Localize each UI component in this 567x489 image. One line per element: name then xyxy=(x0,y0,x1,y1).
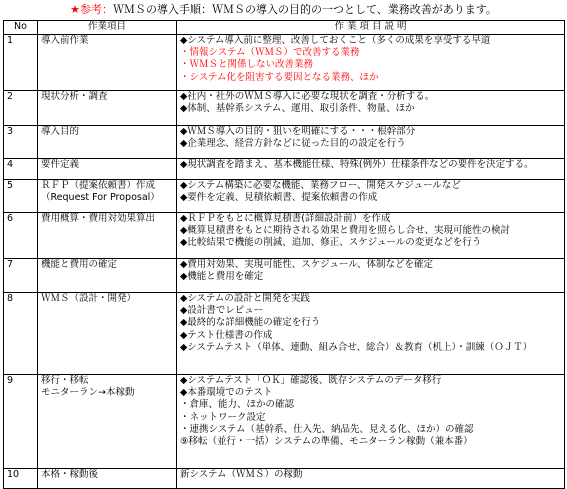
work-description xyxy=(177,35,565,91)
description-line: ◆社内・社外のＷＭＳ導入に必要な現状を調査・分析する。 xyxy=(180,91,435,102)
work-description xyxy=(177,293,565,375)
description-line: ・倉庫、能力、ほかの確認 xyxy=(180,399,295,411)
title-text: ＷＭＳの導入手順：ＷＭＳの導入の目的の一つとして、業務改善があります。 xyxy=(112,3,497,16)
row-number: 6 xyxy=(4,213,38,259)
table-row xyxy=(4,293,565,375)
description-line: ◆比較結果で機能の削減、追加、修正、スケジュールの変更などを行う xyxy=(180,237,482,249)
work-item-text: ＲＦＰ（提案依頼書）作成 xyxy=(41,180,156,191)
description-line: ◆システムの設計と開発を実践 xyxy=(180,293,310,304)
row-number: 2 xyxy=(4,91,38,126)
work-item-text: 本格・稼動後 xyxy=(41,469,99,480)
description-line: ◆システムテスト「ＯＫ」確認後、既存システムのデータ移行 xyxy=(180,375,442,386)
work-description xyxy=(177,126,565,159)
work-item xyxy=(38,213,177,259)
row-number: 8 xyxy=(4,293,38,375)
row-number: 1 xyxy=(4,35,38,91)
header-item: 作業項目 xyxy=(38,21,177,35)
description-line: ⑨移転（並行・一括）システムの準備、モニターラン稼動（兼本番） xyxy=(180,436,473,448)
work-description xyxy=(177,213,565,259)
work-description xyxy=(177,159,565,180)
table-row xyxy=(4,91,565,126)
row-number: 9 xyxy=(4,375,38,469)
description-line: ◆費用対効果、実現可能性、スケジュール、体制などを確定 xyxy=(180,259,433,270)
table-row xyxy=(4,126,565,159)
description-line: ◆企業理念、経営方針などに従った目的の設定を行う xyxy=(180,138,406,150)
description-line: ◆概算見積書をもとに期待される効果と費用を照らし合せ、実現可能性の検討 xyxy=(180,225,511,237)
work-item xyxy=(38,126,177,159)
work-item xyxy=(38,35,177,91)
work-item xyxy=(38,91,177,126)
work-description xyxy=(177,375,565,469)
description-line: ・システム化を阻害する要因となる業務、ほか xyxy=(180,71,379,83)
page xyxy=(0,1,567,480)
work-item xyxy=(38,375,177,469)
description-line: ◆システムテスト（単体、連動、組み合せ、総合）＆教育（机上）・訓練（ＯＪＴ） xyxy=(180,341,533,353)
work-item-text: 要件定義 xyxy=(41,159,80,170)
work-item xyxy=(38,469,177,489)
table-row xyxy=(4,159,565,180)
table-row xyxy=(4,375,565,469)
description-line: 新システム（ＷＭＳ）の稼動 xyxy=(180,469,303,480)
work-item xyxy=(38,259,177,293)
description-line: ◆本番環境でのテスト xyxy=(180,387,273,399)
description-line: ◆システム導入前に整理、改善しておくこと（多くの成果を享受する早道 xyxy=(180,35,491,46)
header-description: 作 業 項 目 説 明 xyxy=(177,21,565,35)
star-icon: ★ xyxy=(70,3,80,16)
work-description xyxy=(177,91,565,126)
description-line: ◆最終的な詳細機能の確定を行う xyxy=(180,317,321,329)
work-description xyxy=(177,469,565,489)
description-line: ・ネットワーク設定 xyxy=(180,411,266,423)
description-line: ◆ＲＦＰをもとに概算見積書(詳細設計前）を作成 xyxy=(180,213,391,224)
table-row xyxy=(4,213,565,259)
description-line: ◆テスト仕様書の作成 xyxy=(180,329,273,341)
work-item-text: 現状分析・調査 xyxy=(41,91,108,102)
work-item-text: 導入前作業 xyxy=(41,35,89,46)
work-item-text: （Request For Proposal） xyxy=(41,192,160,204)
description-line: ・情報システム（ＷＭＳ）で改善する業務 xyxy=(180,47,360,59)
row-number: 10 xyxy=(4,469,38,489)
work-item-text: 移行・移転 xyxy=(41,375,89,386)
work-item xyxy=(38,293,177,375)
work-item-text: 費用概算・費用対効果算出 xyxy=(41,213,156,224)
work-item-text: モニターラン→本稼動 xyxy=(41,387,135,399)
page-title xyxy=(0,1,567,19)
work-description xyxy=(177,180,565,213)
work-item xyxy=(38,159,177,180)
description-line: ◆ＷＭＳ導入の目的・狙いを明確にする・・・根幹部分 xyxy=(180,126,416,137)
header-no: No xyxy=(4,21,38,35)
row-number: 4 xyxy=(4,159,38,180)
row-number: 7 xyxy=(4,259,38,293)
description-line: ◆体制、基幹系システム、運用、取引条件、物量、ほか xyxy=(180,103,415,115)
table-header-row xyxy=(4,21,565,35)
row-number: 3 xyxy=(4,126,38,159)
description-line: ◆現状調査を踏まえ、基本機能仕様、特殊(例外）仕様条件などの要件を決定する。 xyxy=(180,159,534,170)
work-description xyxy=(177,259,565,293)
table-body xyxy=(4,35,565,489)
table-row xyxy=(4,35,565,91)
description-line: ・ＷＭＳと関係しない改善業務 xyxy=(180,59,314,71)
description-line: ・連携システム（基幹系、仕入先、納品先、見える化、ほか）の確認 xyxy=(180,423,474,435)
description-line: ◆要件を定義、見積依頼書、提案依頼書の作成 xyxy=(180,192,378,204)
table-row xyxy=(4,469,565,489)
description-line: ◆機能と費用を確定 xyxy=(180,271,264,283)
table-row xyxy=(4,259,565,293)
description-line: ◆システム構築に必要な機能、業務フロー、開発スケジュールなど xyxy=(180,180,461,191)
table-row xyxy=(4,180,565,213)
description-line: ◆設計書でレビュー xyxy=(180,305,264,317)
work-item-text: 機能と費用の確定 xyxy=(41,259,118,270)
procedure-table xyxy=(3,20,565,489)
work-item xyxy=(38,180,177,213)
work-item-text: 導入目的 xyxy=(41,126,80,137)
reference-label: 参考： xyxy=(79,3,113,16)
row-number: 5 xyxy=(4,180,38,213)
work-item-text: ＷＭＳ（設計・開発） xyxy=(41,293,137,304)
